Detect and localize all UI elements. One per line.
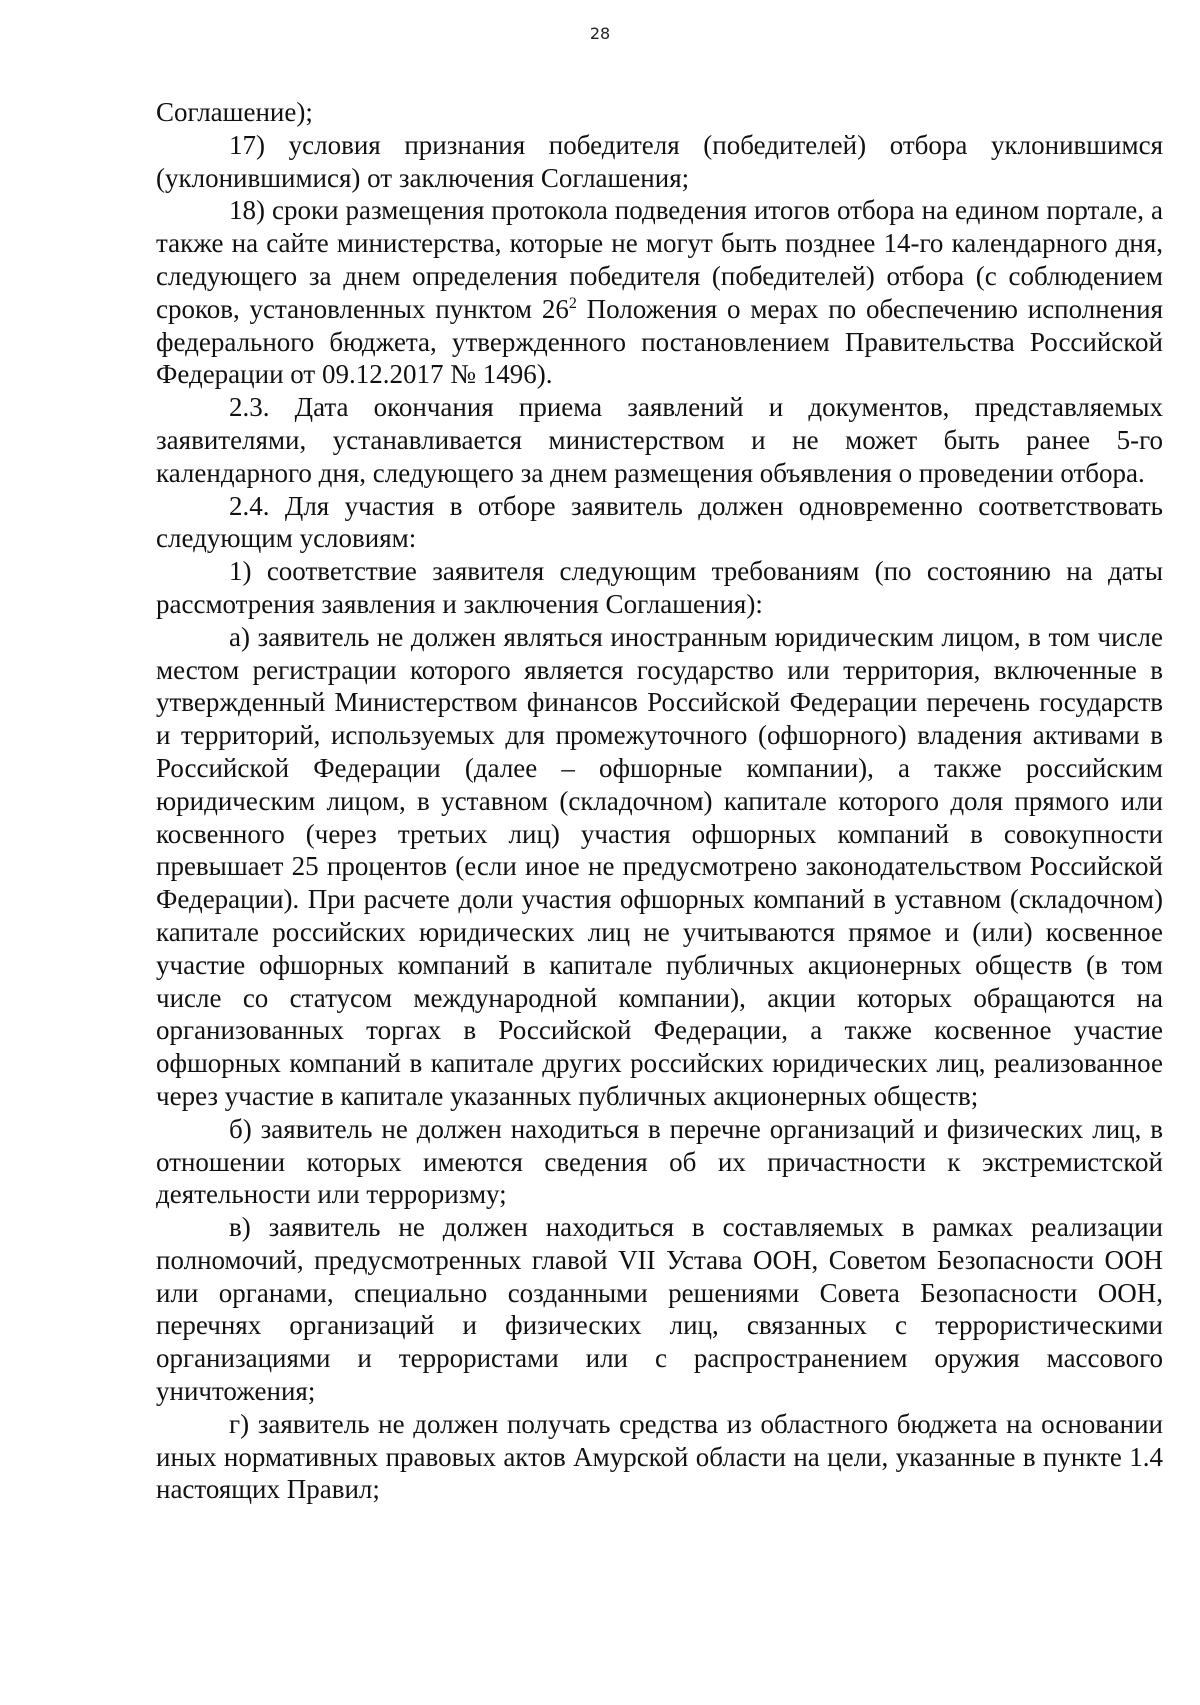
paragraph-continuation: Соглашение); bbox=[156, 97, 313, 127]
paragraph-item-18 bbox=[156, 194, 1163, 391]
paragraph-item-18-text-after: Положения о мерах по обеспечению исполнения федерального бюджета, утвержденного постановлением Правительства Российской Федерации от 09.12.2017 № 1496). bbox=[156, 293, 1163, 390]
paragraph-section-2-3: 2.3. Дата окончания приема заявлений и документов, представляемых заявителями, устанавливается министерством и не может быть ранее 5-го календарного дня, следующего за днем размещения объявления о проведении отбора. bbox=[156, 392, 1163, 488]
paragraph-item-17: 17) условия признания победителя (победителей) отбора уклонившимся (уклонившимися) от заключения Соглашения; bbox=[156, 129, 1163, 193]
paragraph-subitem-v: в) заявитель не должен находиться в составляемых в рамках реализации полномочий, предусмотренных главой VII Устава ООН, Советом Безопасности ООН или органами, специально созданными решениями Совета Безопасности ООН, перечнях организаций и физических лиц, связанных с террористическими организациями и террористами или с распространением оружия массового уничтожения; bbox=[156, 1212, 1163, 1407]
paragraph-item-18-text-before: 18) сроки размещения протокола подведения итогов отбора на едином портале, а также на сайте министерства, которые не могут быть позднее 14-го календарного дня, следующего за днем определения победителя (победителей) отбора (с соблюдением сроков, установленных пунктом 26 bbox=[156, 195, 1163, 324]
page-number: 28 bbox=[589, 24, 611, 43]
paragraph-section-2-4: 2.4. Для участия в отборе заявитель должен одновременно соответствовать следующим условиям: bbox=[156, 490, 1163, 554]
paragraph-subitem-b: б) заявитель не должен находиться в перечне организаций и физических лиц, в отношении которых имеются сведения об их причастности к экстремистской деятельности или терроризму; bbox=[156, 1113, 1163, 1210]
paragraph-subitem-a: а) заявитель не должен являться иностранным юридическим лицом, в том числе местом регистрации которого является государство или территория, включенные в утвержденный Министерством финансов Российской Федерации перечень государств и территорий, используемых для промежуточного (офшорного) владения активами в Российской Федерации (далее – офшорные компании), а также российским юридическим лицом, в уставном (складочном) капитале которого доля прямого или косвенного (через третьих лиц) участия офшорных компаний в совокупности превышает 25 процентов (если иное не предусмотрено законодательством Российской Федерации). При расчете доли участия офшорных компаний в уставном (складочном) капитале российских юридических лиц не учитываются прямое и (или) косвенное участие офшорных компаний в капитале публичных акционерных обществ (в том числе со статусом международной компании), акции которых обращаются на организованных торгах в Российской Федерации, а также косвенное участие офшорных компаний в капитале других российских юридических лиц, реализованное через участие в капитале указанных публичных акционерных обществ; bbox=[156, 621, 1163, 1111]
paragraph-item-1: 1) соответствие заявителя следующим требованиям (по состоянию на даты рассмотрения заявления и заключения Соглашения): bbox=[156, 556, 1163, 619]
paragraph-subitem-g: г) заявитель не должен получать средства из областного бюджета на основании иных нормативных правовых актов Амурской области на цели, указанные в пункте 1.4 настоящих Правил; bbox=[156, 1408, 1163, 1505]
document-body bbox=[156, 96, 1163, 1506]
superscript-mark: 2 bbox=[568, 294, 577, 312]
